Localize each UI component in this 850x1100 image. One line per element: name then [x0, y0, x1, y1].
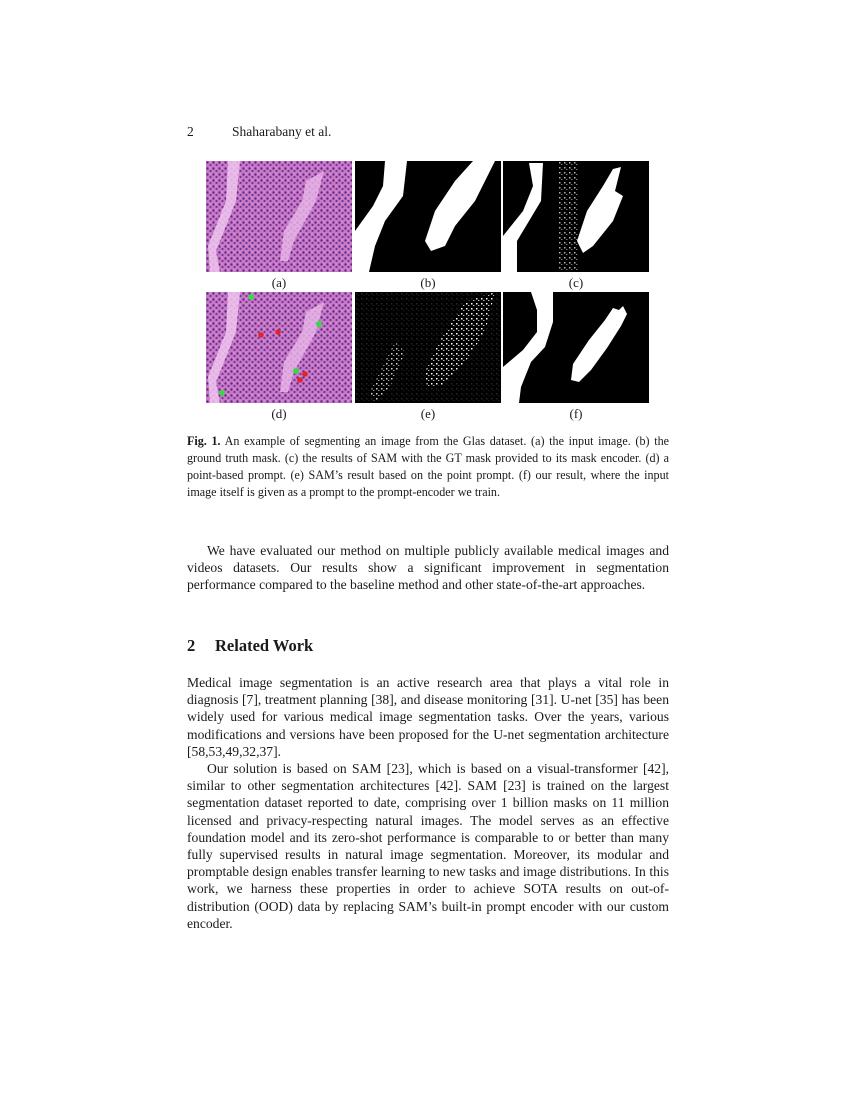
- caption-label: Fig. 1.: [187, 434, 221, 448]
- panel-label-e: (e): [420, 406, 436, 421]
- negative-point-marker: [258, 332, 264, 338]
- panel-label-d: (d): [271, 406, 287, 421]
- section-number: 2: [187, 636, 196, 655]
- figure-caption: [187, 433, 669, 501]
- figure-panel-c: [503, 161, 649, 272]
- related-work-paragraph-2: Our solution is based on SAM [23], which is based on a visual-transformer [42], similar to other segmentation architectures [42]. SAM [23] is trained on the largest segmentation dataset reported to date, comprising over 1 billion masks on 11 million licensed and privacy-respecting natural images. The model serves as an effective foundation model and its zero-shot performance is comparable to or better than many fully supervised results in natural image segmentation. Moreover, its modular and promptable design enables transfer learning to new tasks and image distributions. In this work, we harness these properties in order to achieve SOTA results on out-of-distribution (OOD) data by replacing SAM’s built-in prompt encoder with our custom encoder.: [187, 761, 669, 931]
- related-work-paragraph-1: Medical image segmentation is an active research area that plays a vital role in diagnosis [7], treatment planning [38], and disease monitoring [31]. U-net [35] has been widely used for various medical image segmentation tasks. Over the years, various modifications and versions have been proposed for the U-net segmentation architecture [58,53,49,32,37].: [187, 675, 669, 759]
- figure-panel-b: [355, 161, 501, 272]
- figure-panel-a: [206, 161, 352, 272]
- panel-label-b: (b): [420, 275, 436, 290]
- positive-point-marker: [248, 294, 254, 300]
- section-title: Related Work: [215, 636, 314, 655]
- running-head-authors: Shaharabany et al.: [232, 124, 332, 139]
- figure-panel-f: [503, 292, 649, 403]
- intro-paragraph: We have evaluated our method on multiple publicly available medical images and videos datasets. Our results show a significant improvement in segmentation performance compared to the baseline method and other state-of-the-art approaches.: [187, 543, 669, 593]
- panel-label-a: (a): [271, 275, 287, 290]
- figure-panel-e: [355, 292, 501, 403]
- panel-label-c: (c): [568, 275, 584, 290]
- caption-text: An example of segmenting an image from the Glas dataset. (a) the input image. (b) the ground truth mask. (c) the results of SAM with the GT mask provided to its mask encoder. (d) a point-based prompt. (e) SAM’s result based on the point prompt. (f) our result, where the input image itself is given as a prompt to the prompt-encoder we train.: [187, 434, 669, 499]
- section-heading: [187, 636, 313, 656]
- panel-label-f: (f): [569, 406, 583, 421]
- figure-panel-d: [206, 292, 352, 403]
- page-number: 2: [187, 124, 194, 139]
